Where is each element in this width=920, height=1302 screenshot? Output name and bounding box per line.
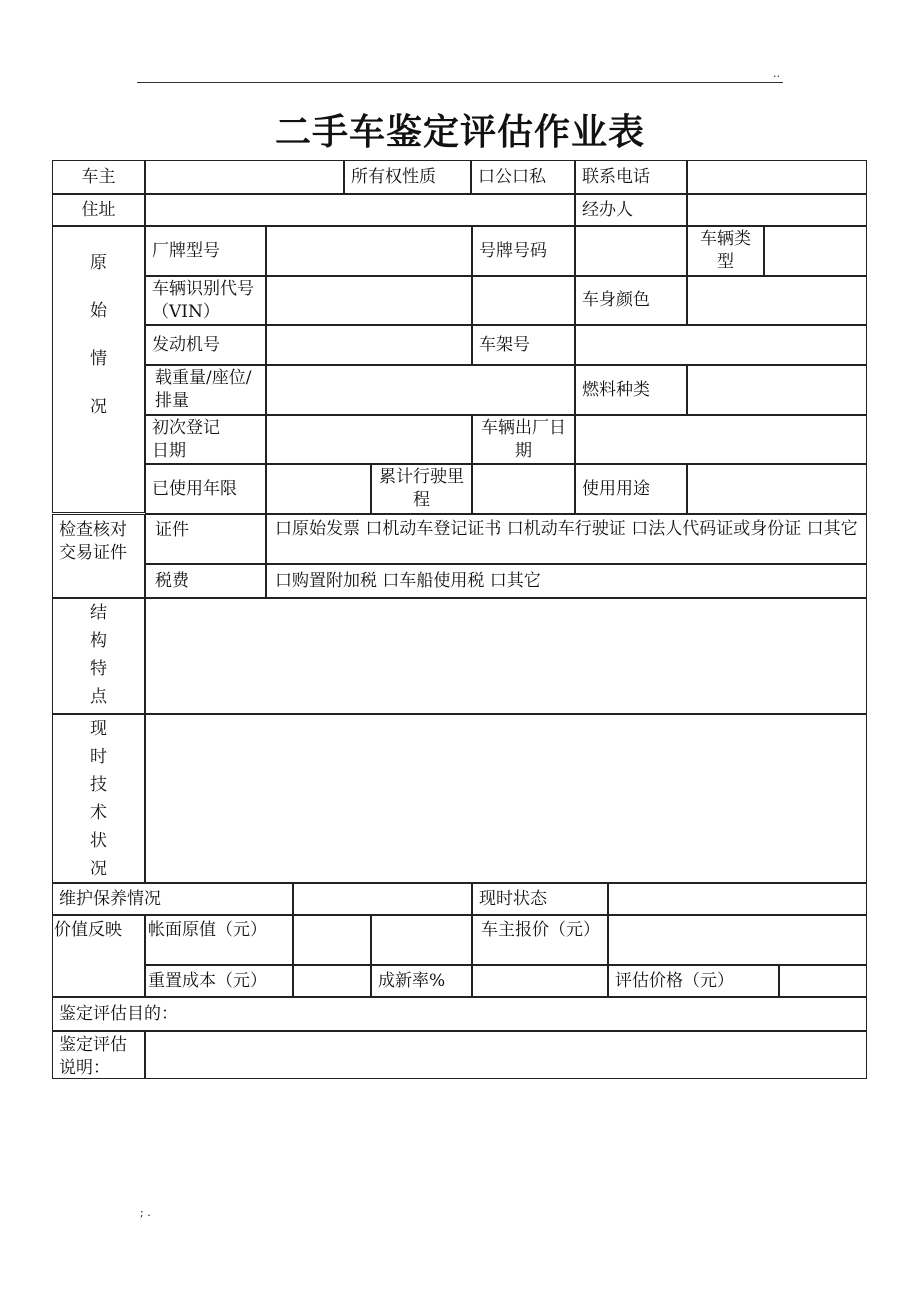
body-color-field[interactable] — [687, 276, 867, 325]
ownership-label: 所有权性质 — [344, 160, 471, 194]
usage-label: 使用用途 — [575, 464, 687, 514]
phone-field[interactable] — [687, 160, 867, 194]
book-value-label: 帐面原值（元） — [145, 915, 293, 965]
appraised-price-field[interactable] — [779, 965, 867, 997]
newness-rate-field[interactable] — [472, 965, 608, 997]
book-value-extra-field[interactable] — [371, 915, 472, 965]
vehicle-type-field[interactable] — [764, 226, 867, 276]
ownership-options[interactable]: 口公口私 — [471, 160, 575, 194]
maintenance-field[interactable] — [293, 883, 472, 915]
body-color-label: 车身颜色 — [575, 276, 687, 325]
engine-field[interactable] — [266, 325, 472, 365]
factory-date-label: 车辆出厂日期 — [472, 415, 575, 464]
certificates-label: 证件 — [145, 514, 266, 564]
book-value-field[interactable] — [293, 915, 371, 965]
appraised-price-label: 评估价格（元） — [608, 965, 779, 997]
engine-label: 发动机号 — [145, 325, 266, 365]
fuel-field[interactable] — [687, 365, 867, 415]
current-state-field[interactable] — [608, 883, 867, 915]
plate-label: 号牌号码 — [472, 226, 575, 276]
mileage-field[interactable] — [472, 464, 575, 514]
check-documents-label: 检查核对交易证件 — [52, 514, 145, 598]
appraisal-remarks-field[interactable] — [145, 1031, 867, 1079]
handler-label: 经办人 — [575, 194, 687, 226]
page-title: 二手车鉴定评估作业表 — [274, 111, 645, 153]
first-registration-field[interactable] — [266, 415, 472, 464]
vin-label: 车辆识别代号（VIN） — [145, 276, 266, 325]
taxes-label: 税费 — [145, 564, 266, 598]
years-used-field[interactable] — [266, 464, 371, 514]
newness-rate-label: 成新率% — [371, 965, 472, 997]
owner-label: 车主 — [52, 160, 145, 194]
frame-label: 车架号 — [472, 325, 575, 365]
original-condition-label: 原 始 情 况 — [52, 226, 145, 513]
replacement-cost-field[interactable] — [293, 965, 371, 997]
usage-field[interactable] — [687, 464, 867, 514]
certificates-options[interactable]: 口原始发票 口机动车登记证书 口机动车行驶证 口法人代码证或身份证 口其它 — [266, 514, 867, 564]
fuel-label: 燃料种类 — [575, 365, 687, 415]
first-registration-label: 初次登记日期 — [145, 415, 266, 464]
appraisal-remarks-label: 鉴定评估说明： — [52, 1031, 145, 1079]
vin-extra-field[interactable] — [472, 276, 575, 325]
taxes-options[interactable]: 口购置附加税 口车船使用税 口其它 — [266, 564, 867, 598]
owner-quote-field[interactable] — [608, 915, 867, 965]
current-state-label: 现时状态 — [472, 883, 608, 915]
technical-condition-label: 现 时 技 术 状 况 — [52, 714, 145, 883]
header-rule — [137, 82, 783, 83]
structure-features-label: 结 构 特 点 — [52, 598, 145, 714]
address-field[interactable] — [145, 194, 575, 226]
mileage-label: 累计行驶里程 — [371, 464, 472, 514]
phone-label: 联系电话 — [575, 160, 687, 194]
owner-quote-label: 车主报价（元） — [472, 915, 608, 965]
appraisal-purpose-field[interactable]: 鉴定评估目的： — [52, 997, 867, 1031]
plate-field[interactable] — [575, 226, 687, 276]
handler-field[interactable] — [687, 194, 867, 226]
factory-date-field[interactable] — [575, 415, 867, 464]
replacement-cost-label: 重置成本（元） — [145, 965, 293, 997]
address-label: 住址 — [52, 194, 145, 226]
frame-field[interactable] — [575, 325, 867, 365]
maintenance-label: 维护保养情况 — [52, 883, 293, 915]
load-label: 载重量/座位/排量 — [145, 365, 266, 415]
brand-model-field[interactable] — [266, 226, 472, 276]
years-used-label: 已使用年限 — [145, 464, 266, 514]
brand-model-label: 厂牌型号 — [145, 226, 266, 276]
vin-field[interactable] — [266, 276, 472, 325]
vehicle-type-label: 车辆类型 — [687, 226, 764, 276]
value-reflection-label: 价值反映 — [52, 915, 145, 997]
load-field[interactable] — [266, 365, 575, 415]
header-marks: .. — [773, 67, 780, 80]
structure-features-field[interactable] — [145, 598, 867, 714]
technical-condition-field[interactable] — [145, 714, 867, 883]
owner-field[interactable] — [145, 160, 344, 194]
footer-marks: ; . — [140, 1206, 151, 1219]
